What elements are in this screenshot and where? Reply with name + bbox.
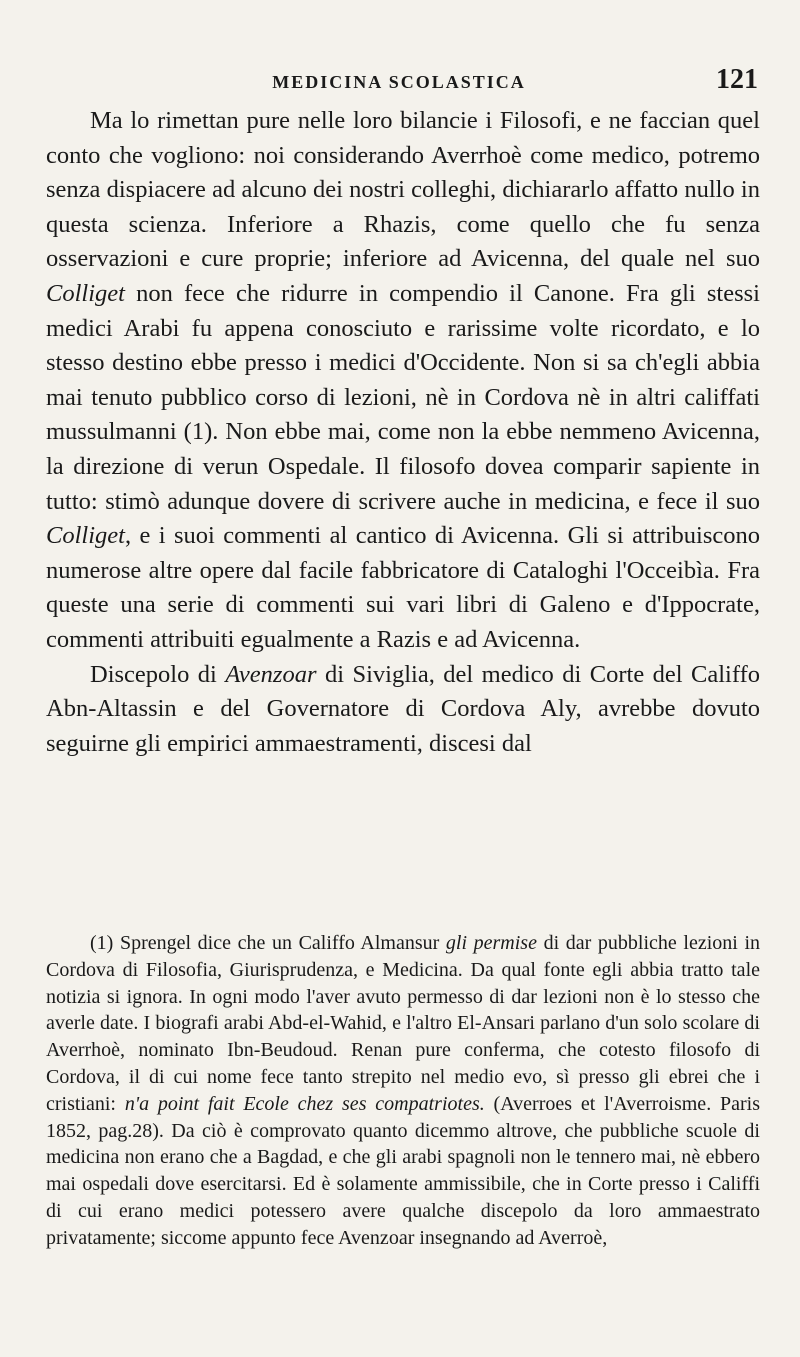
footnote (46, 930, 760, 1252)
paragraph-2-rest: di Siviglia, del medico di Corte del Califfo Abn-Altassin e del Governatore di Cordova Aly, avrebbe dovuto seguirne gli empirici ammaestramenti, discesi dal (46, 660, 760, 757)
paragraph-1-text: Ma lo rimettan pure nelle loro bilancie i Filosofi, e ne faccian quel conto che vogliono: noi considerando Averrhoè come medico, potremo senza dispiacere ad alcuno dei nostri colleghi, dichiararlo affatto nullo in questa scienza. Inferiore a Rhazis, come quello che fu senza osservazioni e cure proprie; inferiore ad Avicenna, del quale nel suo (46, 107, 760, 273)
footnote-italic-2: n'a point fait Ecole chez ses compatriotes. (124, 1092, 485, 1115)
page-header (40, 64, 758, 98)
footnote-end: (Averroes et l'Averroisme. Paris 1852, pag.28). Da ciò è comprovato quanto dicemmo altrove, che pubbliche scuole di medicina non erano che a Bagdad, e che gli arabi spagnoli non le tennero mai, nè ebbero mai ospedali dove esercitarsi. Ed è solamente ammissibile, che in Corte presso i Califfi di cui erano medici potessero avere qualche discepolo da loro ammaestrato privatamente; siccome appunto fece Avenzoar insegnando ad Averroè, (46, 1092, 761, 1249)
footnote-mid: di dar pubbliche lezioni in Cordova di Filosofia, Giurisprudenza, e Medicina. Da qual fonte egli abbia tratto tale notizia si ignora. In ogni modo l'aver avuto permesso di dar lezioni non è lo stesso che averle date. I biografi arabi Abd-el-Wahid, e l'altro El-Ansari parlano d'un solo scolare di Averrhoè, nominato Ibn-Beudoud. Renan pure conferma, che cotesto filosofo di Cordova, il di cui nome fece tanto strepito nel medio evo, sì presso gli ebrei che i cristiani: (46, 932, 760, 1115)
paragraph-1 (46, 104, 760, 658)
italic-colliget-1: Colliget (46, 279, 125, 307)
footnote-start: (1) Sprengel dice che un Califfo Almansur (90, 932, 446, 954)
paragraph-2-start: Discepolo di (90, 660, 226, 688)
paragraph-2 (46, 658, 760, 762)
footnote-paragraph (46, 930, 760, 1252)
footnote-italic-1: gli permise (445, 932, 537, 954)
page-number: 121 (716, 64, 758, 95)
body-text (46, 104, 760, 761)
italic-colliget-2: Colliget (46, 522, 125, 550)
paragraph-1-end: , e i suoi commenti al cantico di Avicenna. Gli si attribuiscono numerose altre opere dal facile fabbricatore di Cataloghi l'Occeibìa. Fra queste una serie di commenti sui vari libri di Galeno e d'Ippocrate, commenti attribuiti egualmente a Razis e ad Avicenna. (46, 522, 760, 653)
running-head: MEDICINA SCOLASTICA (272, 72, 526, 92)
paragraph-1-cont: non fece che ridurre in compendio il Canone. Fra gli stessi medici Arabi fu appena conosciuto e rarissime volte ricordato, e lo stesso destino ebbe presso i medici d'Occidente. Non si sa ch'egli abbia mai tenuto pubblico corso di lezioni, nè in Cordova nè in altri califfati mussulmanni (1). Non ebbe mai, come non la ebbe nemmeno Avicenna, la direzione di verun Ospedale. Il filosofo dovea comparir sapiente in tutto: stimò adunque dovere di scrivere auche in medicina, e fece il suo (46, 279, 760, 515)
italic-avenzoar: Avenzoar (225, 660, 317, 688)
